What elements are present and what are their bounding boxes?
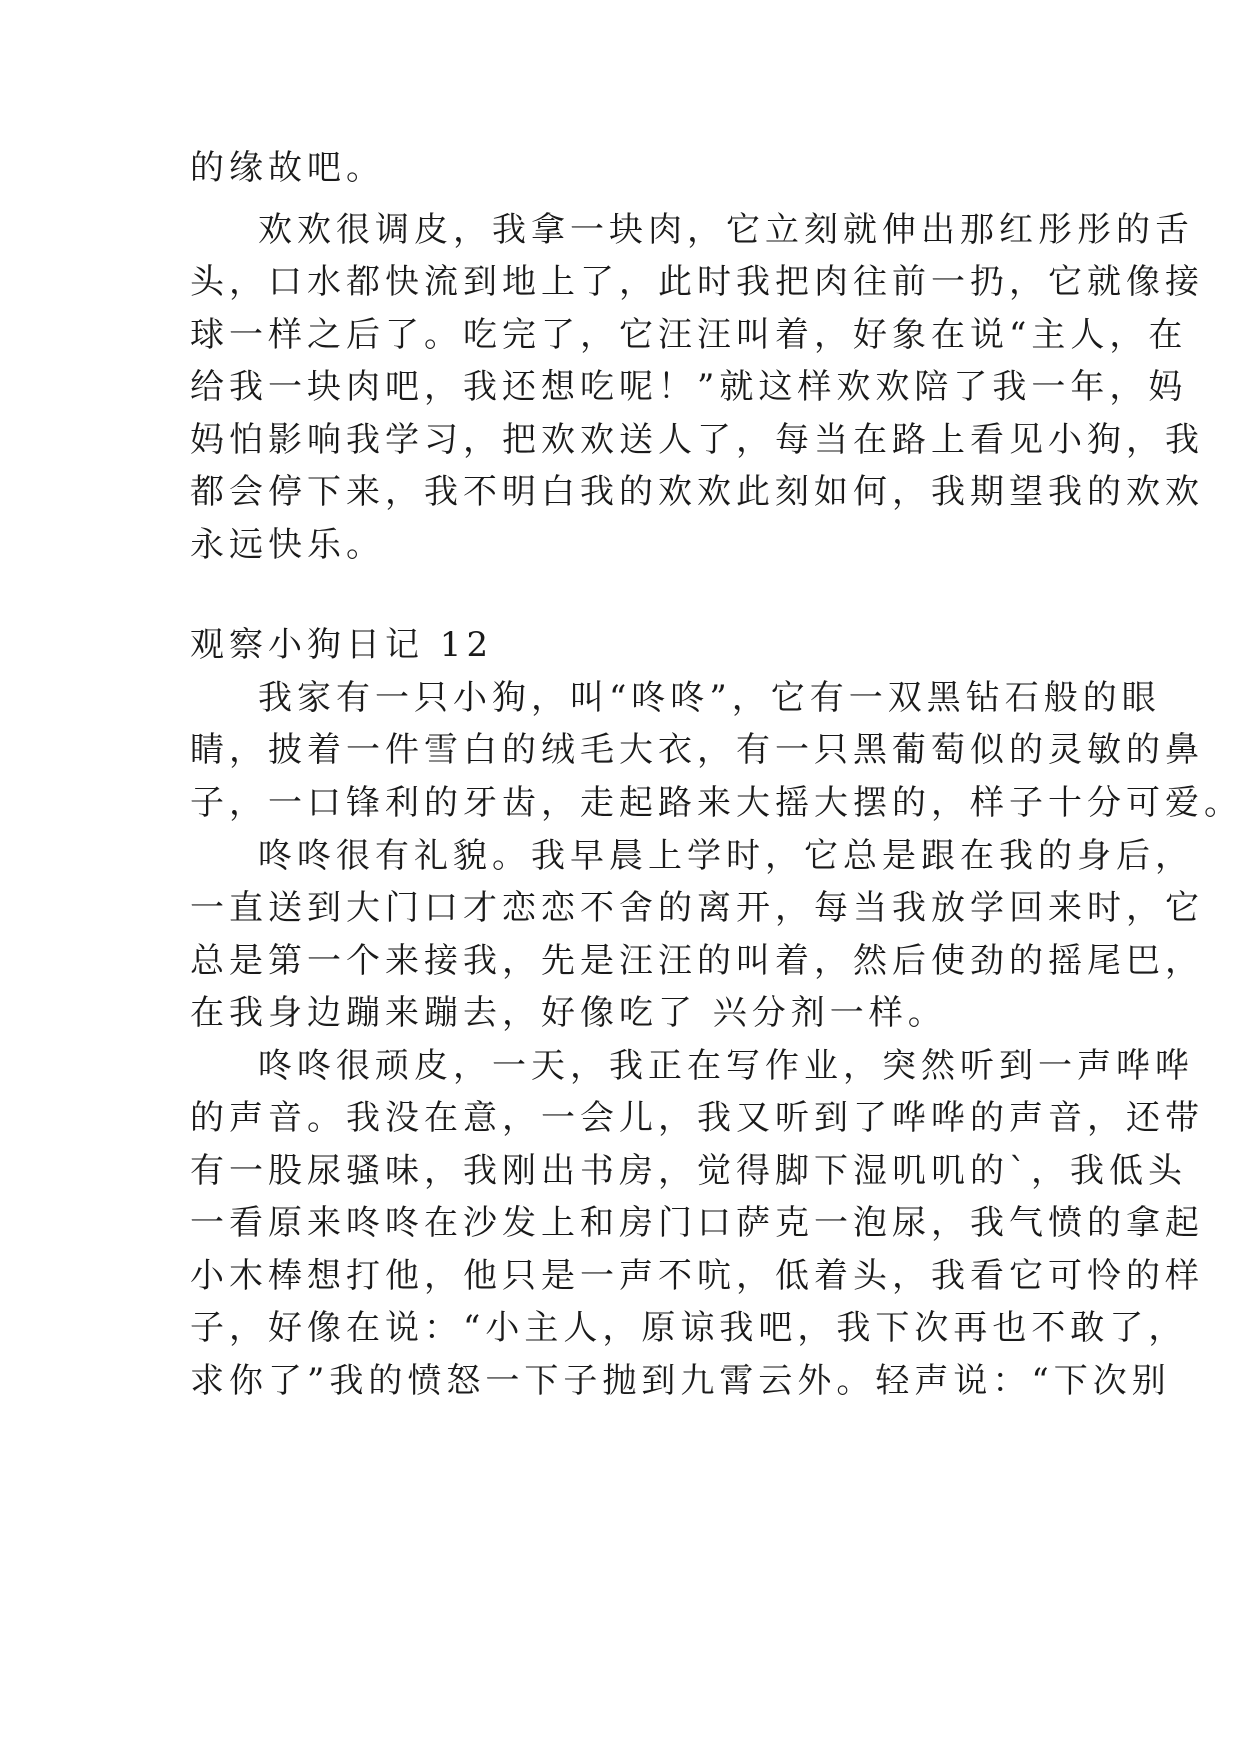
text-line: 都会停下来，我不明白我的欢欢此刻如何，我期望我的欢欢 — [190, 472, 1204, 512]
text-line: 永远快乐。 — [190, 525, 385, 565]
text-line: 一看原来咚咚在沙发上和房门口萨克一泡尿，我气愤的拿起 — [190, 1203, 1204, 1243]
text-line: 子，好像在说：“小主人，原谅我吧，我下次再也不敢了， — [190, 1308, 1188, 1348]
text-line: 求你了”我的愤怒一下子抛到九霄云外。轻声说：“下次别 — [190, 1361, 1171, 1401]
text-line: 一直送到大门口才恋恋不舍的离开，每当我放学回来时，它 — [190, 888, 1204, 928]
text-line: 我家有一只小狗，叫“咚咚”，它有一双黑钻石般的眼 — [258, 678, 1161, 718]
text-line: 球一样之后了。吃完了，它汪汪叫着，好象在说“主人，在 — [190, 315, 1188, 355]
text-line: 给我一块肉吧，我还想吃呢！”就这样欢欢陪了我一年，妈 — [190, 367, 1188, 407]
text-line: 咚咚很有礼貌。我早晨上学时，它总是跟在我的身后， — [258, 836, 1194, 876]
text-line: 小木棒想打他，他只是一声不吭，低着头，我看它可怜的样 — [190, 1256, 1204, 1296]
section-heading: 观察小狗日记 12 — [190, 625, 494, 665]
text-line: 总是第一个来接我，先是汪汪的叫着，然后使劲的摇尾巴， — [190, 941, 1204, 981]
text-line: 咚咚很顽皮，一天，我正在写作业，突然听到一声哗哗 — [258, 1046, 1194, 1086]
text-line: 睛，披着一件雪白的绒毛大衣，有一只黑葡萄似的灵敏的鼻 — [190, 730, 1204, 770]
text-line: 子，一口锋利的牙齿，走起路来大摇大摆的，样子十分可爱。 — [190, 783, 1243, 823]
text-line: 有一股尿骚味，我刚出书房，觉得脚下湿叽叽的`，我低头 — [190, 1151, 1187, 1191]
text-line: 头，口水都快流到地上了，此时我把肉往前一扔，它就像接 — [190, 262, 1204, 302]
text-line: 的缘故吧。 — [190, 148, 385, 188]
text-line: 的声音。我没在意，一会儿，我又听到了哗哗的声音，还带 — [190, 1098, 1204, 1138]
text-line: 在我身边蹦来蹦去，好像吃了 兴分剂一样。 — [190, 993, 947, 1033]
text-line: 妈怕影响我学习，把欢欢送人了，每当在路上看见小狗，我 — [190, 420, 1204, 460]
text-line: 欢欢很调皮，我拿一块肉，它立刻就伸出那红彤彤的舌 — [258, 210, 1194, 250]
